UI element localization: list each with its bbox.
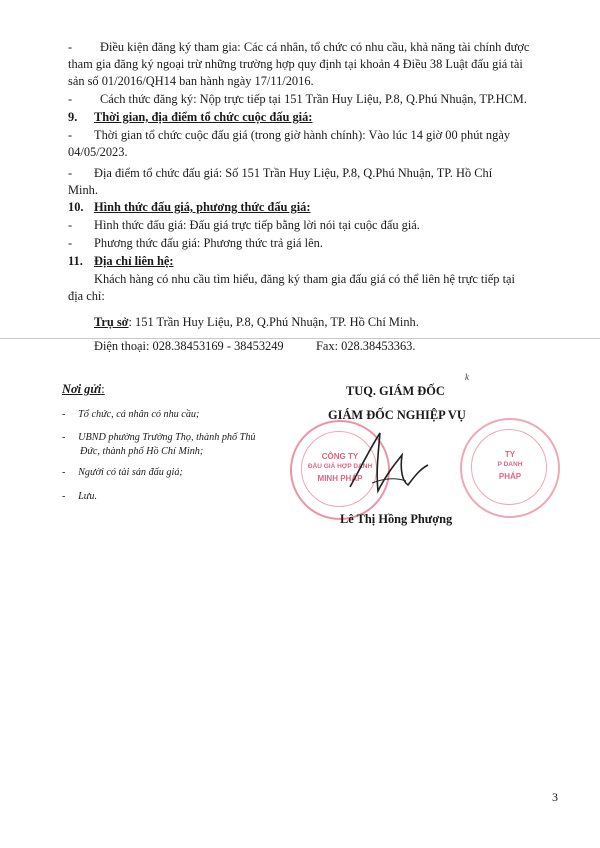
signer-title: GIÁM ĐỐC NGHIỆP VỤ (328, 408, 466, 422)
office-label: Trụ sở (94, 315, 129, 329)
office-value: : 151 Trần Huy Liệu, P.8, Q.Phú Nhuận, TP. Hồ Chí Minh. (128, 315, 419, 329)
on-behalf-title: TUQ. GIÁM ĐỐC (346, 384, 445, 398)
auction-method-line: Phương thức đấu giá: Phương thức trả giá lên. (94, 236, 323, 250)
registration-method-line: Cách thức đăng ký: Nộp trực tiếp tại 151 Trần Huy Liệu, P.8, Q.Phú Nhuận, TP.HCM. (100, 92, 527, 106)
section-number: 9. (68, 110, 78, 124)
stamp-company-line: CÔNG TY (321, 452, 359, 461)
handwritten-signature (342, 425, 432, 505)
section-number: 10. (68, 200, 84, 214)
list-dash: - (68, 128, 73, 142)
list-dash: - (68, 92, 73, 106)
auction-time-line: Thời gian tổ chức cuộc đấu giá (trong giờ hành chính): Vào lúc 14 giờ 00 phút ngày (94, 128, 511, 142)
fax-number: Fax: 028.38453363. (316, 339, 416, 353)
phone-number: Điện thoại: 028.38453169 - 38453249 (94, 339, 284, 353)
list-item: - Tổ chức, cá nhân có nhu cầu; (62, 409, 200, 420)
signer-name: Lê Thị Hồng Phượng (340, 512, 453, 526)
auction-place-line: Minh. (68, 183, 98, 197)
list-dash: - (68, 166, 73, 180)
handwritten-mark: k (465, 372, 469, 382)
stamp-company-line: ĐẤU GIÁ HỢP DANH (307, 463, 373, 470)
section-heading: Địa chỉ liên hệ: (94, 254, 174, 268)
list-item: - UBND phường Trường Thọ, thành phố Thủ (62, 432, 256, 443)
section-heading: Thời gian, địa điểm tổ chức cuộc đấu giá: (94, 110, 313, 124)
recipients-heading: Nơi gửi: (62, 382, 105, 396)
list-dash: - (68, 218, 73, 232)
scan-fold-line (0, 338, 600, 339)
list-dash: - (68, 236, 73, 250)
auction-place-line: Địa điểm tổ chức đấu giá: Số 151 Trần Huy Liệu, P.8, Q.Phú Nhuận, TP. Hồ Chí (94, 166, 493, 180)
list-item: - Lưu. (62, 491, 98, 502)
company-stamp-bleed (460, 418, 560, 518)
office-address (94, 315, 419, 329)
stamp-company-line: TY (504, 450, 516, 459)
list-item: - Người có tài sản đấu giá; (62, 467, 183, 478)
auction-form-line: Hình thức đấu giá: Đấu giá trực tiếp bằng lời nói tại cuộc đấu giá. (94, 218, 420, 232)
list-item-continuation: Đức, thành phố Hồ Chí Minh; (80, 446, 204, 457)
page-number: 3 (552, 790, 558, 804)
auction-time-line: 04/05/2023. (68, 145, 128, 159)
section-number: 11. (68, 254, 83, 268)
contact-intro-line: Khách hàng có nhu cầu tìm hiểu, đăng ký tham gia đấu giá có thể liên hệ trực tiếp tại (94, 272, 515, 286)
contact-intro-line: địa chỉ: (68, 289, 105, 303)
section-heading: Hình thức đấu giá, phương thức đấu giá: (94, 200, 311, 214)
registration-condition-line: tham gia đăng ký ngoại trừ những trường hợp quy định tại khoản 4 Điều 38 Luật đấu giá tài (68, 57, 523, 71)
stamp-company-line: PHÁP (498, 472, 522, 481)
stamp-company-line: P DANH (497, 461, 523, 468)
stamp-company-line: MINH PHÁP (317, 474, 363, 483)
registration-condition-line: sản số 01/2016/QH14 ban hành ngày 17/11/2016. (68, 74, 314, 88)
registration-condition-line: Điều kiện đăng ký tham gia: Các cá nhân, tổ chức có nhu cầu, khả năng tài chính được (100, 40, 530, 54)
list-dash: - (68, 40, 73, 54)
